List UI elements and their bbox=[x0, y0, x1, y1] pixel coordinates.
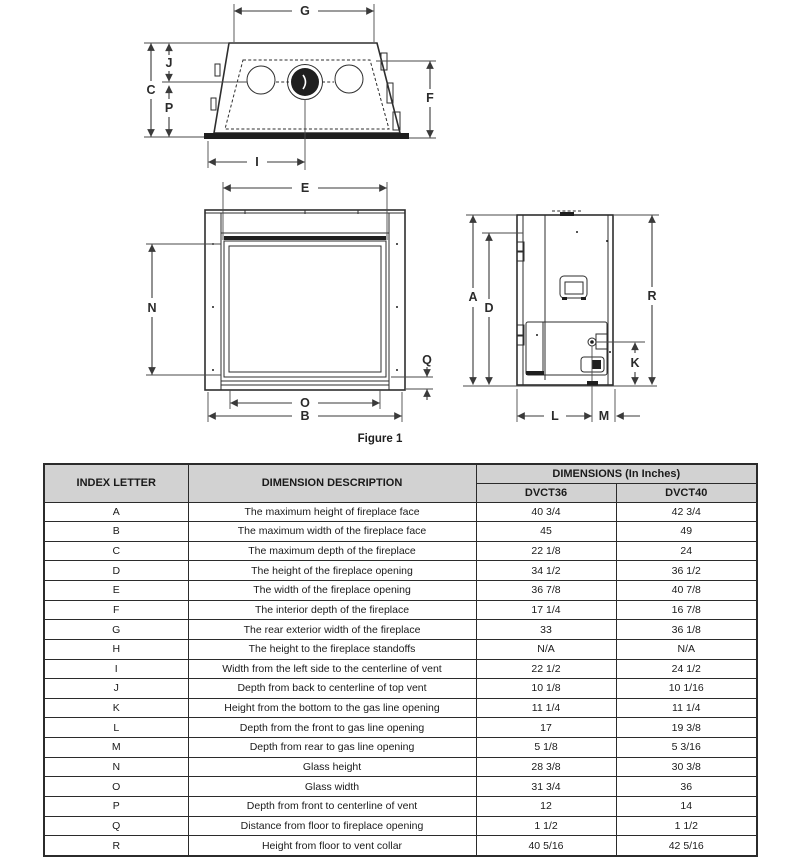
cell-letter: C bbox=[44, 541, 188, 561]
top-louver bbox=[224, 236, 386, 240]
cell-letter: L bbox=[44, 718, 188, 738]
cell-dvct36: 22 1/2 bbox=[476, 659, 616, 679]
cell-description: Width from the left side to the centerline of vent bbox=[188, 659, 476, 679]
cell-dvct36: 1 1/2 bbox=[476, 816, 616, 836]
cell-dvct36: 40 5/16 bbox=[476, 836, 616, 856]
cell-letter: J bbox=[44, 679, 188, 699]
dimension-label-j: J bbox=[165, 56, 173, 70]
cell-description: The rear exterior width of the fireplace bbox=[188, 620, 476, 640]
dimension-label-n: N bbox=[147, 301, 157, 315]
table-row bbox=[44, 620, 757, 640]
col-header-dimensions-group: DIMENSIONS (In Inches) bbox=[476, 464, 757, 483]
gas-valve bbox=[581, 357, 604, 372]
glass-frame bbox=[224, 241, 386, 377]
table-row bbox=[44, 796, 757, 816]
table-row bbox=[44, 738, 757, 758]
gas-line-opening bbox=[588, 334, 608, 349]
cell-dvct36: 10 1/8 bbox=[476, 679, 616, 699]
dimension-label-m: M bbox=[598, 409, 610, 423]
top-view-drawing bbox=[144, 4, 436, 170]
cell-description: Depth from the front to gas line opening bbox=[188, 718, 476, 738]
col-header-index-letter: INDEX LETTER bbox=[44, 464, 188, 502]
cell-dvct36: 5 1/8 bbox=[476, 738, 616, 758]
table-row bbox=[44, 698, 757, 718]
cell-description: The interior depth of the fireplace bbox=[188, 600, 476, 620]
cell-dvct36: 45 bbox=[476, 522, 616, 542]
front-view-drawing bbox=[146, 181, 433, 423]
cell-letter: K bbox=[44, 698, 188, 718]
handle bbox=[560, 276, 587, 300]
cell-description: The maximum depth of the fireplace bbox=[188, 541, 476, 561]
cell-letter: Q bbox=[44, 816, 188, 836]
vent-collar bbox=[288, 65, 323, 100]
table-row bbox=[44, 659, 757, 679]
cell-description: The maximum width of the fireplace face bbox=[188, 522, 476, 542]
cell-description: Depth from back to centerline of top vent bbox=[188, 679, 476, 699]
dim-L bbox=[517, 389, 592, 423]
cell-description: Height from floor to vent collar bbox=[188, 836, 476, 856]
dimension-label-o: O bbox=[300, 396, 310, 410]
cell-description: Depth from rear to gas line opening bbox=[188, 738, 476, 758]
table-row bbox=[44, 561, 757, 581]
cell-dvct40: N/A bbox=[616, 639, 757, 659]
cell-dvct36: 22 1/8 bbox=[476, 541, 616, 561]
cell-letter: O bbox=[44, 777, 188, 797]
dimension-label-f: F bbox=[426, 91, 434, 105]
dim-Q bbox=[391, 353, 433, 400]
table-row bbox=[44, 541, 757, 561]
cell-dvct36: 36 7/8 bbox=[476, 581, 616, 601]
cell-dvct36: 17 bbox=[476, 718, 616, 738]
vent-collar-top bbox=[560, 212, 574, 216]
cell-letter: I bbox=[44, 659, 188, 679]
dimension-label-a: A bbox=[468, 290, 478, 304]
cell-letter: M bbox=[44, 738, 188, 758]
cell-dvct40: 19 3/8 bbox=[616, 718, 757, 738]
table-row bbox=[44, 836, 757, 856]
dimensions-table bbox=[43, 463, 758, 857]
dimension-label-r: R bbox=[647, 289, 657, 303]
cell-letter: A bbox=[44, 502, 188, 522]
col-header-dvct36: DVCT36 bbox=[476, 483, 616, 502]
cell-dvct36: 33 bbox=[476, 620, 616, 640]
cell-dvct40: 10 1/16 bbox=[616, 679, 757, 699]
table-row bbox=[44, 679, 757, 699]
cell-letter: F bbox=[44, 600, 188, 620]
table-row bbox=[44, 522, 757, 542]
cell-dvct36: 40 3/4 bbox=[476, 502, 616, 522]
cell-description: Height from the bottom to the gas line opening bbox=[188, 698, 476, 718]
dim-N bbox=[146, 244, 221, 375]
cell-dvct36: 28 3/8 bbox=[476, 757, 616, 777]
dimension-label-c: C bbox=[146, 83, 156, 97]
cell-description: The height to the fireplace standoffs bbox=[188, 639, 476, 659]
col-header-description: DIMENSION DESCRIPTION bbox=[188, 464, 476, 502]
cell-dvct40: 42 3/4 bbox=[616, 502, 757, 522]
dim-K bbox=[596, 342, 645, 385]
cell-dvct36: 17 1/4 bbox=[476, 600, 616, 620]
cell-letter: G bbox=[44, 620, 188, 640]
table-row bbox=[44, 777, 757, 797]
cell-dvct36: 11 1/4 bbox=[476, 698, 616, 718]
cell-letter: E bbox=[44, 581, 188, 601]
cell-dvct40: 11 1/4 bbox=[616, 698, 757, 718]
cell-dvct36: 12 bbox=[476, 796, 616, 816]
cell-description: Depth from front to centerline of vent bbox=[188, 796, 476, 816]
cell-dvct40: 1 1/2 bbox=[616, 816, 757, 836]
cell-description: Distance from floor to fireplace opening bbox=[188, 816, 476, 836]
side-view-drawing bbox=[463, 211, 659, 423]
cell-dvct40: 24 1/2 bbox=[616, 659, 757, 679]
cell-description: Glass width bbox=[188, 777, 476, 797]
cell-letter: H bbox=[44, 639, 188, 659]
cell-dvct40: 36 1/8 bbox=[616, 620, 757, 640]
cell-description: The width of the fireplace opening bbox=[188, 581, 476, 601]
cell-dvct40: 36 bbox=[616, 777, 757, 797]
dimension-label-d: D bbox=[484, 301, 494, 315]
table-row bbox=[44, 581, 757, 601]
right-vent-knockout bbox=[335, 65, 363, 93]
dim-M bbox=[599, 389, 640, 423]
col-header-dvct40: DVCT40 bbox=[616, 483, 757, 502]
cell-dvct36: N/A bbox=[476, 639, 616, 659]
dimension-label-l: L bbox=[551, 409, 559, 423]
dim-P bbox=[165, 86, 173, 137]
table-row bbox=[44, 757, 757, 777]
figure-caption: Figure 1 bbox=[357, 433, 403, 445]
dim-O bbox=[230, 390, 380, 410]
cell-dvct40: 24 bbox=[616, 541, 757, 561]
base-plate bbox=[204, 133, 409, 139]
table-row bbox=[44, 600, 757, 620]
cell-description: The maximum height of fireplace face bbox=[188, 502, 476, 522]
cell-dvct40: 36 1/2 bbox=[616, 561, 757, 581]
dimension-label-p: P bbox=[164, 101, 174, 115]
dimension-label-e: E bbox=[300, 181, 310, 195]
cell-dvct40: 14 bbox=[616, 796, 757, 816]
dim-A bbox=[466, 215, 517, 385]
dimension-label-b: B bbox=[300, 409, 310, 423]
left-vent-knockout bbox=[247, 66, 275, 94]
cell-dvct40: 40 7/8 bbox=[616, 581, 757, 601]
table-row bbox=[44, 718, 757, 738]
cell-description: Glass height bbox=[188, 757, 476, 777]
table-row bbox=[44, 816, 757, 836]
table-row bbox=[44, 639, 757, 659]
cell-dvct40: 30 3/8 bbox=[616, 757, 757, 777]
dimension-label-q: Q bbox=[422, 353, 432, 367]
cell-dvct36: 31 3/4 bbox=[476, 777, 616, 797]
cell-description: The height of the fireplace opening bbox=[188, 561, 476, 581]
glass bbox=[229, 246, 381, 372]
cell-letter: P bbox=[44, 796, 188, 816]
cell-dvct40: 49 bbox=[616, 522, 757, 542]
cell-dvct40: 42 5/16 bbox=[616, 836, 757, 856]
table-row bbox=[44, 502, 757, 522]
dim-I bbox=[208, 141, 305, 169]
dimension-label-i: I bbox=[255, 155, 259, 169]
cell-dvct40: 5 3/16 bbox=[616, 738, 757, 758]
dimension-label-k: K bbox=[630, 356, 640, 370]
cell-dvct40: 16 7/8 bbox=[616, 600, 757, 620]
cell-letter: N bbox=[44, 757, 188, 777]
cell-letter: D bbox=[44, 561, 188, 581]
cell-letter: B bbox=[44, 522, 188, 542]
cell-letter: R bbox=[44, 836, 188, 856]
dimension-label-g: G bbox=[300, 4, 310, 18]
dim-J bbox=[166, 44, 173, 81]
dim-G bbox=[234, 4, 374, 42]
cell-dvct36: 34 1/2 bbox=[476, 561, 616, 581]
